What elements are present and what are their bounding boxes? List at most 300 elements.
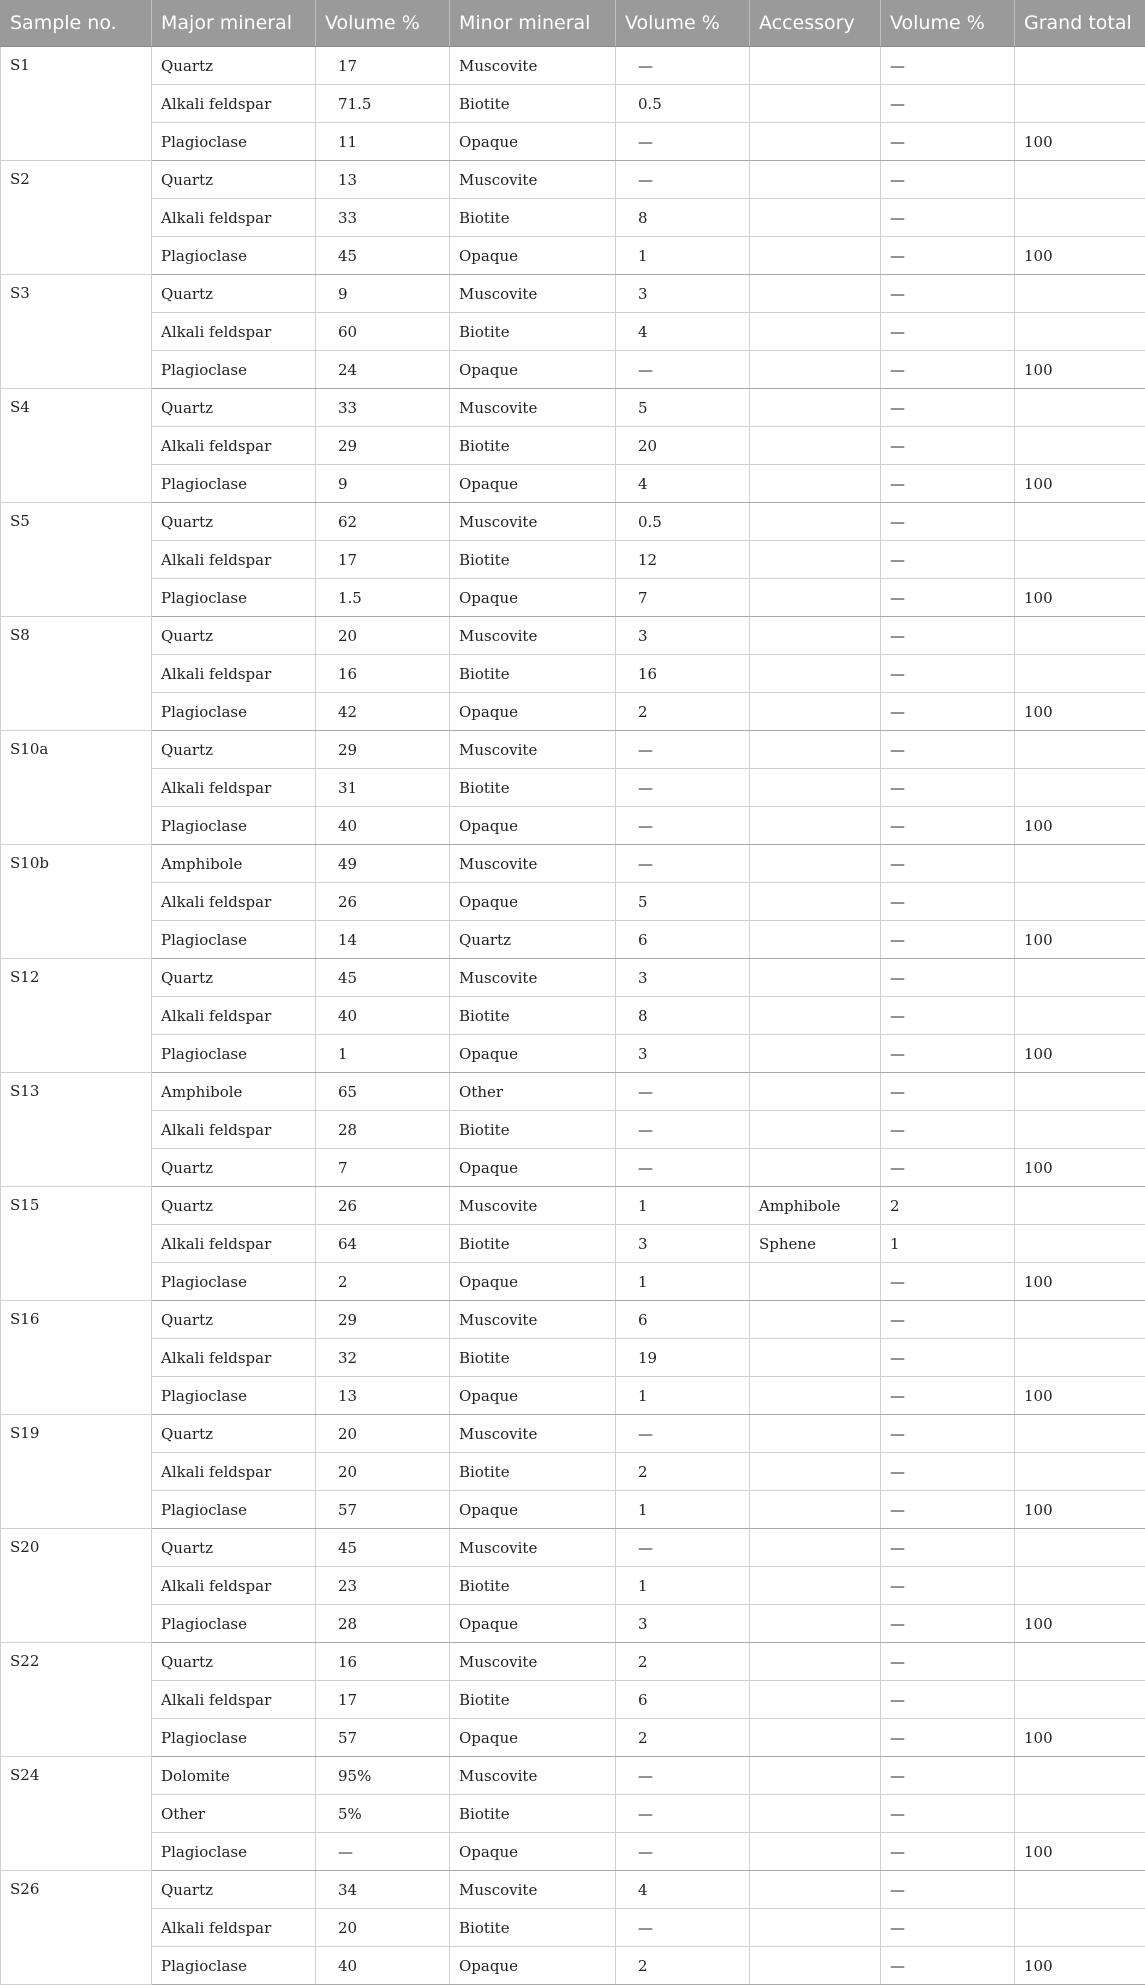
- minor-volume-cell: —: [616, 769, 750, 807]
- minor-mineral-cell: Opaque: [450, 237, 616, 275]
- accessory-volume-cell: —: [881, 959, 1015, 997]
- minor-volume-cell: 2: [616, 1643, 750, 1681]
- minor-mineral-cell: Muscovite: [450, 731, 616, 769]
- major-volume-cell: 33: [316, 389, 450, 427]
- major-mineral-cell: Alkali feldspar: [152, 883, 316, 921]
- accessory-volume-cell: —: [881, 1453, 1015, 1491]
- table-row: [1, 1947, 1145, 1985]
- major-volume-cell: 40: [316, 807, 450, 845]
- grand-total-cell: [1015, 1795, 1145, 1833]
- major-volume-cell: 40: [316, 997, 450, 1035]
- major-mineral-cell: Plagioclase: [152, 1833, 316, 1871]
- sample-id-cell: S5: [1, 503, 152, 617]
- table-row: [1, 1871, 1145, 1909]
- minor-mineral-cell: Opaque: [450, 1377, 616, 1415]
- grand-total-cell: 100: [1015, 1149, 1145, 1187]
- table-row: [1, 351, 1145, 389]
- minor-mineral-cell: Biotite: [450, 997, 616, 1035]
- major-volume-cell: 45: [316, 237, 450, 275]
- minor-volume-cell: 4: [616, 1871, 750, 1909]
- minor-volume-cell: —: [616, 845, 750, 883]
- accessory-cell: [750, 1529, 881, 1567]
- grand-total-cell: [1015, 1111, 1145, 1149]
- minor-mineral-cell: Opaque: [450, 807, 616, 845]
- table-row: [1, 1643, 1145, 1681]
- accessory-cell: [750, 161, 881, 199]
- minor-volume-cell: 12: [616, 541, 750, 579]
- minor-volume-cell: 3: [616, 617, 750, 655]
- minor-mineral-cell: Biotite: [450, 541, 616, 579]
- accessory-cell: [750, 47, 881, 85]
- major-mineral-cell: Plagioclase: [152, 693, 316, 731]
- accessory-cell: [750, 1567, 881, 1605]
- table-row: [1, 1415, 1145, 1453]
- major-volume-cell: 45: [316, 1529, 450, 1567]
- grand-total-cell: [1015, 1681, 1145, 1719]
- major-mineral-cell: Alkali feldspar: [152, 427, 316, 465]
- accessory-volume-cell: —: [881, 199, 1015, 237]
- accessory-cell: [750, 1643, 881, 1681]
- major-volume-cell: 20: [316, 617, 450, 655]
- minor-volume-cell: —: [616, 123, 750, 161]
- header-minor-mineral: Minor mineral: [450, 0, 616, 47]
- minor-mineral-cell: Opaque: [450, 123, 616, 161]
- minor-mineral-cell: Muscovite: [450, 845, 616, 883]
- major-mineral-cell: Quartz: [152, 1643, 316, 1681]
- table-row: [1, 1757, 1145, 1795]
- minor-mineral-cell: Muscovite: [450, 959, 616, 997]
- accessory-volume-cell: —: [881, 1681, 1015, 1719]
- accessory-cell: [750, 1719, 881, 1757]
- major-mineral-cell: Quartz: [152, 731, 316, 769]
- accessory-cell: [750, 921, 881, 959]
- major-mineral-cell: Alkali feldspar: [152, 1453, 316, 1491]
- major-volume-cell: 31: [316, 769, 450, 807]
- accessory-volume-cell: —: [881, 1719, 1015, 1757]
- grand-total-cell: [1015, 199, 1145, 237]
- table-row: [1, 1111, 1145, 1149]
- accessory-volume-cell: —: [881, 807, 1015, 845]
- table-row: [1, 123, 1145, 161]
- grand-total-cell: [1015, 959, 1145, 997]
- major-volume-cell: 57: [316, 1491, 450, 1529]
- table-row: [1, 1567, 1145, 1605]
- minor-mineral-cell: Biotite: [450, 1795, 616, 1833]
- minor-mineral-cell: Muscovite: [450, 1757, 616, 1795]
- minor-volume-cell: 0.5: [616, 503, 750, 541]
- accessory-volume-cell: —: [881, 1795, 1015, 1833]
- accessory-volume-cell: —: [881, 237, 1015, 275]
- minor-mineral-cell: Muscovite: [450, 161, 616, 199]
- accessory-volume-cell: 1: [881, 1225, 1015, 1263]
- table-row: [1, 655, 1145, 693]
- table-row: [1, 1795, 1145, 1833]
- major-mineral-cell: Alkali feldspar: [152, 1225, 316, 1263]
- minor-volume-cell: 5: [616, 389, 750, 427]
- accessory-volume-cell: —: [881, 541, 1015, 579]
- major-volume-cell: 13: [316, 1377, 450, 1415]
- major-volume-cell: 13: [316, 161, 450, 199]
- grand-total-cell: [1015, 1453, 1145, 1491]
- major-mineral-cell: Plagioclase: [152, 465, 316, 503]
- accessory-volume-cell: —: [881, 313, 1015, 351]
- major-volume-cell: 20: [316, 1415, 450, 1453]
- table-body: [1, 47, 1145, 1985]
- major-volume-cell: 17: [316, 541, 450, 579]
- major-volume-cell: 28: [316, 1605, 450, 1643]
- accessory-volume-cell: —: [881, 617, 1015, 655]
- major-volume-cell: 5%: [316, 1795, 450, 1833]
- minor-mineral-cell: Biotite: [450, 655, 616, 693]
- grand-total-cell: [1015, 161, 1145, 199]
- major-volume-cell: 29: [316, 731, 450, 769]
- header-accessory-volume: Volume %: [881, 0, 1015, 47]
- accessory-cell: [750, 389, 881, 427]
- major-volume-cell: 24: [316, 351, 450, 389]
- accessory-volume-cell: —: [881, 1377, 1015, 1415]
- grand-total-cell: 100: [1015, 1377, 1145, 1415]
- header-sample-no: Sample no.: [1, 0, 152, 47]
- major-volume-cell: 95%: [316, 1757, 450, 1795]
- major-mineral-cell: Amphibole: [152, 845, 316, 883]
- minor-volume-cell: —: [616, 1111, 750, 1149]
- major-mineral-cell: Quartz: [152, 161, 316, 199]
- minor-mineral-cell: Biotite: [450, 199, 616, 237]
- major-volume-cell: 28: [316, 1111, 450, 1149]
- grand-total-cell: 100: [1015, 1263, 1145, 1301]
- major-volume-cell: 26: [316, 1187, 450, 1225]
- accessory-cell: [750, 1339, 881, 1377]
- sample-id-cell: S8: [1, 617, 152, 731]
- major-mineral-cell: Quartz: [152, 503, 316, 541]
- table-row: [1, 1909, 1145, 1947]
- major-mineral-cell: Plagioclase: [152, 1035, 316, 1073]
- grand-total-cell: 100: [1015, 579, 1145, 617]
- minor-mineral-cell: Opaque: [450, 351, 616, 389]
- table-row: [1, 503, 1145, 541]
- minor-volume-cell: 3: [616, 959, 750, 997]
- accessory-volume-cell: —: [881, 161, 1015, 199]
- accessory-cell: [750, 845, 881, 883]
- accessory-cell: [750, 731, 881, 769]
- accessory-cell: [750, 769, 881, 807]
- minor-volume-cell: 2: [616, 1719, 750, 1757]
- major-volume-cell: 23: [316, 1567, 450, 1605]
- minor-volume-cell: 3: [616, 1035, 750, 1073]
- minor-mineral-cell: Opaque: [450, 1605, 616, 1643]
- sample-id-cell: S12: [1, 959, 152, 1073]
- major-volume-cell: 16: [316, 1643, 450, 1681]
- accessory-cell: [750, 541, 881, 579]
- minor-volume-cell: —: [616, 47, 750, 85]
- major-mineral-cell: Alkali feldspar: [152, 541, 316, 579]
- minor-volume-cell: 0.5: [616, 85, 750, 123]
- accessory-cell: [750, 1111, 881, 1149]
- accessory-volume-cell: —: [881, 1757, 1015, 1795]
- minor-volume-cell: —: [616, 807, 750, 845]
- accessory-volume-cell: 2: [881, 1187, 1015, 1225]
- accessory-volume-cell: —: [881, 465, 1015, 503]
- major-mineral-cell: Quartz: [152, 617, 316, 655]
- major-volume-cell: 33: [316, 199, 450, 237]
- grand-total-cell: [1015, 1187, 1145, 1225]
- accessory-volume-cell: —: [881, 769, 1015, 807]
- major-volume-cell: 32: [316, 1339, 450, 1377]
- accessory-cell: [750, 427, 881, 465]
- accessory-cell: [750, 1605, 881, 1643]
- minor-mineral-cell: Muscovite: [450, 1301, 616, 1339]
- accessory-cell: [750, 1149, 881, 1187]
- accessory-volume-cell: —: [881, 1073, 1015, 1111]
- major-volume-cell: 29: [316, 1301, 450, 1339]
- major-mineral-cell: Plagioclase: [152, 1377, 316, 1415]
- major-mineral-cell: Dolomite: [152, 1757, 316, 1795]
- minor-volume-cell: 19: [616, 1339, 750, 1377]
- minor-mineral-cell: Biotite: [450, 427, 616, 465]
- minor-mineral-cell: Muscovite: [450, 1643, 616, 1681]
- major-volume-cell: 62: [316, 503, 450, 541]
- minor-volume-cell: 6: [616, 921, 750, 959]
- major-volume-cell: 42: [316, 693, 450, 731]
- sample-id-cell: S10b: [1, 845, 152, 959]
- accessory-cell: [750, 693, 881, 731]
- accessory-cell: [750, 579, 881, 617]
- table-row: [1, 47, 1145, 85]
- minor-mineral-cell: Opaque: [450, 1035, 616, 1073]
- minor-volume-cell: 4: [616, 465, 750, 503]
- table-row: [1, 845, 1145, 883]
- major-volume-cell: 1.5: [316, 579, 450, 617]
- accessory-cell: [750, 123, 881, 161]
- header-major-volume: Volume %: [316, 0, 450, 47]
- table-row: [1, 1073, 1145, 1111]
- sample-id-cell: S2: [1, 161, 152, 275]
- accessory-volume-cell: —: [881, 427, 1015, 465]
- accessory-cell: [750, 655, 881, 693]
- major-volume-cell: 2: [316, 1263, 450, 1301]
- major-mineral-cell: Plagioclase: [152, 1605, 316, 1643]
- major-volume-cell: 49: [316, 845, 450, 883]
- table-row: [1, 769, 1145, 807]
- sample-id-cell: S24: [1, 1757, 152, 1871]
- accessory-cell: [750, 1073, 881, 1111]
- table-row: [1, 807, 1145, 845]
- table-row: [1, 541, 1145, 579]
- major-volume-cell: 11: [316, 123, 450, 161]
- accessory-volume-cell: —: [881, 1833, 1015, 1871]
- accessory-volume-cell: —: [881, 921, 1015, 959]
- minor-volume-cell: —: [616, 161, 750, 199]
- accessory-volume-cell: —: [881, 1339, 1015, 1377]
- table-row: [1, 1263, 1145, 1301]
- major-mineral-cell: Amphibole: [152, 1073, 316, 1111]
- table-row: [1, 1719, 1145, 1757]
- minor-volume-cell: —: [616, 1149, 750, 1187]
- accessory-cell: [750, 1491, 881, 1529]
- major-mineral-cell: Quartz: [152, 275, 316, 313]
- accessory-volume-cell: —: [881, 1605, 1015, 1643]
- minor-volume-cell: —: [616, 1073, 750, 1111]
- minor-volume-cell: —: [616, 1795, 750, 1833]
- accessory-cell: [750, 85, 881, 123]
- major-mineral-cell: Plagioclase: [152, 1491, 316, 1529]
- accessory-volume-cell: —: [881, 389, 1015, 427]
- table-row: [1, 237, 1145, 275]
- minor-mineral-cell: Biotite: [450, 1111, 616, 1149]
- accessory-volume-cell: —: [881, 275, 1015, 313]
- accessory-cell: [750, 997, 881, 1035]
- major-mineral-cell: Plagioclase: [152, 921, 316, 959]
- minor-mineral-cell: Quartz: [450, 921, 616, 959]
- minor-volume-cell: 2: [616, 1453, 750, 1491]
- minor-volume-cell: 2: [616, 1947, 750, 1985]
- accessory-volume-cell: —: [881, 1111, 1015, 1149]
- major-mineral-cell: Quartz: [152, 389, 316, 427]
- grand-total-cell: 100: [1015, 1833, 1145, 1871]
- grand-total-cell: [1015, 1339, 1145, 1377]
- accessory-cell: [750, 275, 881, 313]
- accessory-volume-cell: —: [881, 1871, 1015, 1909]
- major-volume-cell: 65: [316, 1073, 450, 1111]
- minor-mineral-cell: Muscovite: [450, 1415, 616, 1453]
- minor-mineral-cell: Muscovite: [450, 389, 616, 427]
- minor-mineral-cell: Opaque: [450, 579, 616, 617]
- table-row: [1, 959, 1145, 997]
- accessory-volume-cell: —: [881, 123, 1015, 161]
- sample-id-cell: S10a: [1, 731, 152, 845]
- grand-total-cell: 100: [1015, 807, 1145, 845]
- minor-mineral-cell: Biotite: [450, 1681, 616, 1719]
- accessory-volume-cell: —: [881, 845, 1015, 883]
- accessory-volume-cell: —: [881, 85, 1015, 123]
- major-mineral-cell: Other: [152, 1795, 316, 1833]
- table-row: [1, 1149, 1145, 1187]
- accessory-cell: [750, 1415, 881, 1453]
- accessory-volume-cell: —: [881, 1035, 1015, 1073]
- major-mineral-cell: Plagioclase: [152, 1263, 316, 1301]
- grand-total-cell: [1015, 1225, 1145, 1263]
- grand-total-cell: [1015, 617, 1145, 655]
- grand-total-cell: 100: [1015, 123, 1145, 161]
- minor-volume-cell: —: [616, 351, 750, 389]
- minor-volume-cell: —: [616, 1833, 750, 1871]
- major-volume-cell: 16: [316, 655, 450, 693]
- sample-id-cell: S16: [1, 1301, 152, 1415]
- minor-mineral-cell: Opaque: [450, 1263, 616, 1301]
- header-row: [1, 0, 1145, 47]
- accessory-cell: Sphene: [750, 1225, 881, 1263]
- major-volume-cell: 7: [316, 1149, 450, 1187]
- major-volume-cell: 57: [316, 1719, 450, 1757]
- table-row: [1, 579, 1145, 617]
- major-volume-cell: 29: [316, 427, 450, 465]
- table-row: [1, 921, 1145, 959]
- table-row: [1, 1301, 1145, 1339]
- grand-total-cell: [1015, 1073, 1145, 1111]
- minor-mineral-cell: Biotite: [450, 85, 616, 123]
- table-row: [1, 1529, 1145, 1567]
- grand-total-cell: 100: [1015, 1947, 1145, 1985]
- sample-id-cell: S19: [1, 1415, 152, 1529]
- table-row: [1, 199, 1145, 237]
- minor-mineral-cell: Biotite: [450, 1909, 616, 1947]
- grand-total-cell: [1015, 1909, 1145, 1947]
- minor-mineral-cell: Other: [450, 1073, 616, 1111]
- major-mineral-cell: Alkali feldspar: [152, 199, 316, 237]
- minor-volume-cell: 7: [616, 579, 750, 617]
- minor-volume-cell: —: [616, 1757, 750, 1795]
- accessory-volume-cell: —: [881, 883, 1015, 921]
- table-row: [1, 275, 1145, 313]
- major-mineral-cell: Alkali feldspar: [152, 769, 316, 807]
- accessory-volume-cell: —: [881, 997, 1015, 1035]
- major-mineral-cell: Alkali feldspar: [152, 997, 316, 1035]
- sample-id-cell: S26: [1, 1871, 152, 1985]
- table-row: [1, 997, 1145, 1035]
- major-mineral-cell: Alkali feldspar: [152, 655, 316, 693]
- minor-volume-cell: 3: [616, 1225, 750, 1263]
- grand-total-cell: [1015, 1871, 1145, 1909]
- table-row: [1, 85, 1145, 123]
- grand-total-cell: 100: [1015, 465, 1145, 503]
- major-mineral-cell: Quartz: [152, 1529, 316, 1567]
- accessory-cell: [750, 351, 881, 389]
- major-volume-cell: 34: [316, 1871, 450, 1909]
- major-volume-cell: 9: [316, 275, 450, 313]
- table-row: [1, 161, 1145, 199]
- grand-total-cell: 100: [1015, 1605, 1145, 1643]
- major-volume-cell: 17: [316, 47, 450, 85]
- major-mineral-cell: Plagioclase: [152, 807, 316, 845]
- table-row: [1, 1187, 1145, 1225]
- table-row: [1, 1491, 1145, 1529]
- grand-total-cell: 100: [1015, 1035, 1145, 1073]
- table-row: [1, 313, 1145, 351]
- accessory-cell: [750, 1833, 881, 1871]
- major-volume-cell: 14: [316, 921, 450, 959]
- minor-mineral-cell: Opaque: [450, 1149, 616, 1187]
- accessory-cell: [750, 617, 881, 655]
- grand-total-cell: [1015, 541, 1145, 579]
- table-row: [1, 1225, 1145, 1263]
- major-mineral-cell: Plagioclase: [152, 351, 316, 389]
- minor-volume-cell: 1: [616, 1263, 750, 1301]
- major-mineral-cell: Plagioclase: [152, 123, 316, 161]
- minor-mineral-cell: Opaque: [450, 1491, 616, 1529]
- grand-total-cell: [1015, 389, 1145, 427]
- minor-volume-cell: —: [616, 731, 750, 769]
- minor-volume-cell: 20: [616, 427, 750, 465]
- major-mineral-cell: Alkali feldspar: [152, 1909, 316, 1947]
- grand-total-cell: [1015, 731, 1145, 769]
- minor-mineral-cell: Biotite: [450, 1225, 616, 1263]
- major-mineral-cell: Plagioclase: [152, 579, 316, 617]
- minor-volume-cell: 4: [616, 313, 750, 351]
- sample-id-cell: S3: [1, 275, 152, 389]
- minor-volume-cell: 1: [616, 1377, 750, 1415]
- minor-volume-cell: 6: [616, 1301, 750, 1339]
- accessory-volume-cell: —: [881, 351, 1015, 389]
- sample-id-cell: S1: [1, 47, 152, 161]
- grand-total-cell: [1015, 1301, 1145, 1339]
- grand-total-cell: [1015, 313, 1145, 351]
- grand-total-cell: [1015, 845, 1145, 883]
- major-mineral-cell: Quartz: [152, 959, 316, 997]
- accessory-cell: [750, 1377, 881, 1415]
- accessory-cell: [750, 1453, 881, 1491]
- minor-mineral-cell: Opaque: [450, 1833, 616, 1871]
- grand-total-cell: 100: [1015, 1491, 1145, 1529]
